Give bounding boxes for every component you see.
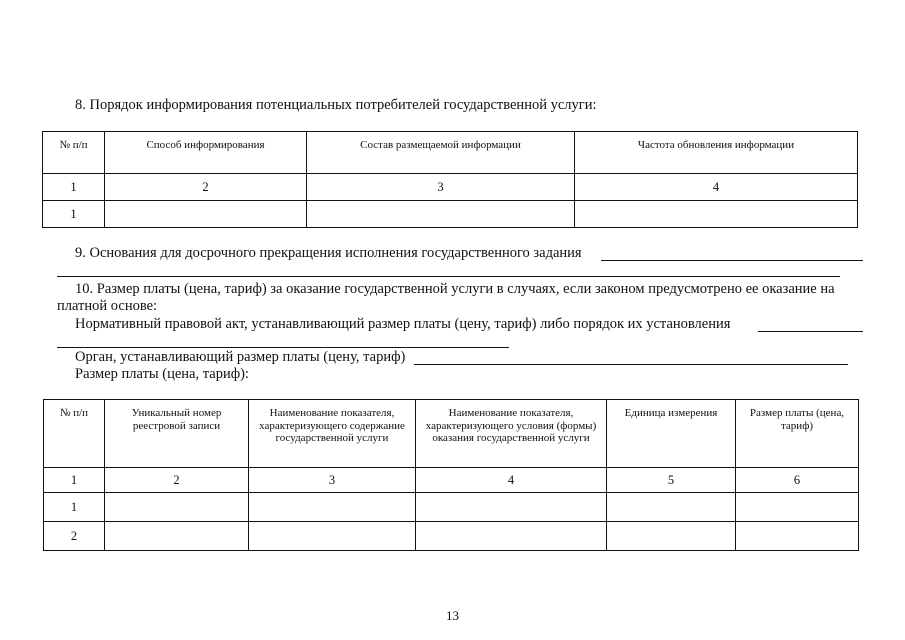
section9-fill-line[interactable]: [601, 260, 863, 261]
organ-fill-line[interactable]: [414, 364, 848, 365]
section8-title: 8. Порядок информирования потенциальных потребителей государственной услуги:: [75, 97, 597, 113]
fee-table-colnum-6: 6: [736, 468, 859, 493]
fee-table-colnum-4: 4: [416, 468, 607, 493]
fee-table-cell[interactable]: 2: [44, 522, 105, 551]
fee-table: [43, 399, 859, 551]
fee-table-header-registry: Уникальный номер реестровой записи: [105, 400, 249, 468]
fee-table-cell[interactable]: [607, 493, 736, 522]
fee-table-header-conditions: Наименование показателя, характеризующего условия (формы) оказания государственной услуги: [416, 400, 607, 468]
info-table-header-num: № п/п: [43, 132, 105, 174]
fee-table-cell[interactable]: [249, 493, 416, 522]
info-table-colnum-2: 2: [105, 174, 307, 201]
fee-table-cell[interactable]: 1: [44, 493, 105, 522]
info-table-colnum-3: 3: [307, 174, 575, 201]
act-fill-line[interactable]: [758, 331, 863, 332]
fee-table-colnum-3: 3: [249, 468, 416, 493]
info-table-colnum-4: 4: [575, 174, 858, 201]
info-table-header-content: Состав размещаемой информации: [307, 132, 575, 174]
table-row: [44, 522, 859, 551]
info-table-header-frequency: Частота обновления информации: [575, 132, 858, 174]
section10-act-label: Нормативный правовой акт, устанавливающий размер платы (цену, тариф) либо порядок их установления: [75, 316, 731, 332]
fee-table-cell[interactable]: [249, 522, 416, 551]
page-number: 13: [446, 608, 459, 623]
fee-table-cell[interactable]: [736, 493, 859, 522]
fee-table-cell[interactable]: [105, 522, 249, 551]
fee-table-header-num: № п/п: [44, 400, 105, 468]
fee-table-cell[interactable]: [416, 522, 607, 551]
info-table-cell[interactable]: 1: [43, 201, 105, 228]
info-table-cell[interactable]: [105, 201, 307, 228]
info-table-cell[interactable]: [307, 201, 575, 228]
section9-title: 9. Основания для досрочного прекращения исполнения государственного задания: [75, 245, 582, 261]
table-row: [44, 493, 859, 522]
info-table: [42, 131, 858, 228]
fee-table-header-unit: Единица измерения: [607, 400, 736, 468]
fee-table-colnum-1: 1: [44, 468, 105, 493]
section10-organ-label: Орган, устанавливающий размер платы (цену, тариф): [75, 349, 406, 365]
fee-table-cell[interactable]: [105, 493, 249, 522]
fee-table-cell[interactable]: [736, 522, 859, 551]
fee-table-cell[interactable]: [607, 522, 736, 551]
info-table-cell[interactable]: [575, 201, 858, 228]
table-row: [43, 201, 858, 228]
section10-line2: платной основе:: [57, 298, 158, 314]
fee-table-colnum-2: 2: [105, 468, 249, 493]
info-table-colnum-1: 1: [43, 174, 105, 201]
info-table-header-method: Способ информирования: [105, 132, 307, 174]
fee-table-cell[interactable]: [416, 493, 607, 522]
act-fill-line-2[interactable]: [57, 347, 509, 348]
fee-table-colnum-5: 5: [607, 468, 736, 493]
section10-line1: 10. Размер платы (цена, тариф) за оказание государственной услуги в случаях, если законом предусмотрено ее оказание на: [75, 281, 835, 297]
section10-size-label: Размер платы (цена, тариф):: [75, 366, 249, 382]
fee-table-header-fee: Размер платы (цена, тариф): [736, 400, 859, 468]
fee-table-header-content: Наименование показателя, характеризующего содержание государственной услуги: [249, 400, 416, 468]
section9-fill-line-2[interactable]: [57, 276, 840, 277]
